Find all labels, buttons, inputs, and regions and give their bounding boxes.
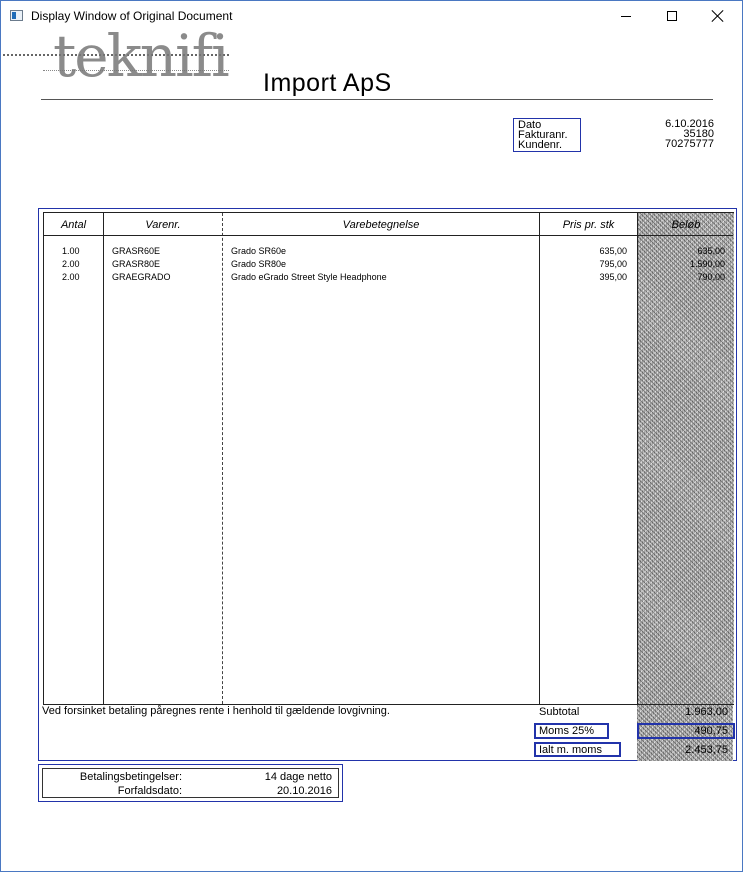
row-unit-price: 635,00: [599, 246, 627, 256]
meta-label-date: Dato: [518, 119, 542, 131]
window-title: Display Window of Original Document: [31, 9, 233, 23]
meta-label-invoice-no: Fakturanr.: [518, 129, 568, 141]
header-item-no: Varenr.: [145, 219, 181, 231]
minimize-button[interactable]: [603, 1, 649, 32]
maximize-button[interactable]: [649, 1, 695, 32]
meta-value-invoice-no: 35180: [683, 128, 714, 140]
header-amount: Beløb: [671, 219, 701, 231]
due-date-label: Forfaldsdato:: [117, 785, 182, 797]
row-item-no: GRASR80E: [112, 259, 161, 269]
payment-terms-label: Betalingsbetingelser:: [79, 771, 182, 783]
row-description: Grado SR80e: [231, 259, 287, 269]
maximize-icon: [667, 11, 677, 21]
row-amount: 1.590,00: [689, 259, 725, 269]
vat-label-box: [534, 723, 609, 739]
document-view: [1, 22, 742, 871]
company-logo: [3, 22, 229, 100]
total-label-box: [534, 742, 621, 757]
header-description: Varebetegnelse: [342, 219, 420, 231]
column-divider: [222, 213, 224, 704]
vat-value: 490,75: [694, 725, 728, 737]
row-description: Grado SR60e: [231, 246, 287, 256]
vat-label: Moms 25%: [539, 725, 595, 737]
due-date-value: 20.10.2016: [276, 785, 332, 797]
late-payment-note: Ved forsinket betaling påregnes rente i henhold til gældende lovgivning.: [42, 705, 390, 717]
column-divider: [637, 213, 638, 704]
row-item-no: GRASR60E: [112, 246, 161, 256]
row-amount: 790,00: [697, 272, 725, 282]
invoice-lines-table: [43, 212, 734, 705]
subtotal-value: 1.963,00: [685, 706, 728, 718]
header-unit-price: Pris pr. stk: [562, 219, 615, 231]
close-button[interactable]: [695, 1, 741, 32]
row-qty: 2.00: [62, 259, 80, 269]
invoice-lines-frame: [38, 208, 737, 761]
row-qty: 1.00: [62, 246, 80, 256]
amount-column-shading: [638, 213, 734, 704]
payment-terms-box: [42, 768, 339, 798]
row-unit-price: 795,00: [599, 259, 627, 269]
close-icon: [711, 9, 725, 23]
header-qty: Antal: [60, 219, 87, 231]
meta-value-customer-no: 70275777: [665, 138, 714, 150]
meta-labels-box: [513, 118, 581, 152]
row-item-no: GRAEGRADO: [112, 272, 171, 282]
payment-terms-frame: [38, 764, 343, 802]
total-label: Ialt m. moms: [539, 744, 602, 756]
meta-label-customer-no: Kundenr.: [518, 139, 563, 151]
column-divider: [539, 213, 540, 704]
minimize-icon: [621, 16, 631, 17]
meta-value-date: 6.10.2016: [665, 118, 714, 130]
header-divider: [41, 99, 713, 100]
payment-terms-value: 14 dage netto: [264, 771, 332, 783]
total-value: 2.453,75: [685, 744, 728, 756]
row-unit-price: 395,00: [599, 272, 627, 282]
logo-text: teknifi: [53, 22, 228, 90]
row-amount: 635,00: [697, 246, 725, 256]
column-divider: [103, 213, 104, 704]
row-qty: 2.00: [62, 272, 80, 282]
row-description: Grado eGrado Street Style Headphone: [231, 272, 387, 282]
header-row-divider: [44, 235, 733, 236]
subtotal-label: Subtotal: [539, 706, 580, 718]
app-window-icon: [10, 10, 23, 21]
company-name: Import ApS: [263, 69, 392, 97]
